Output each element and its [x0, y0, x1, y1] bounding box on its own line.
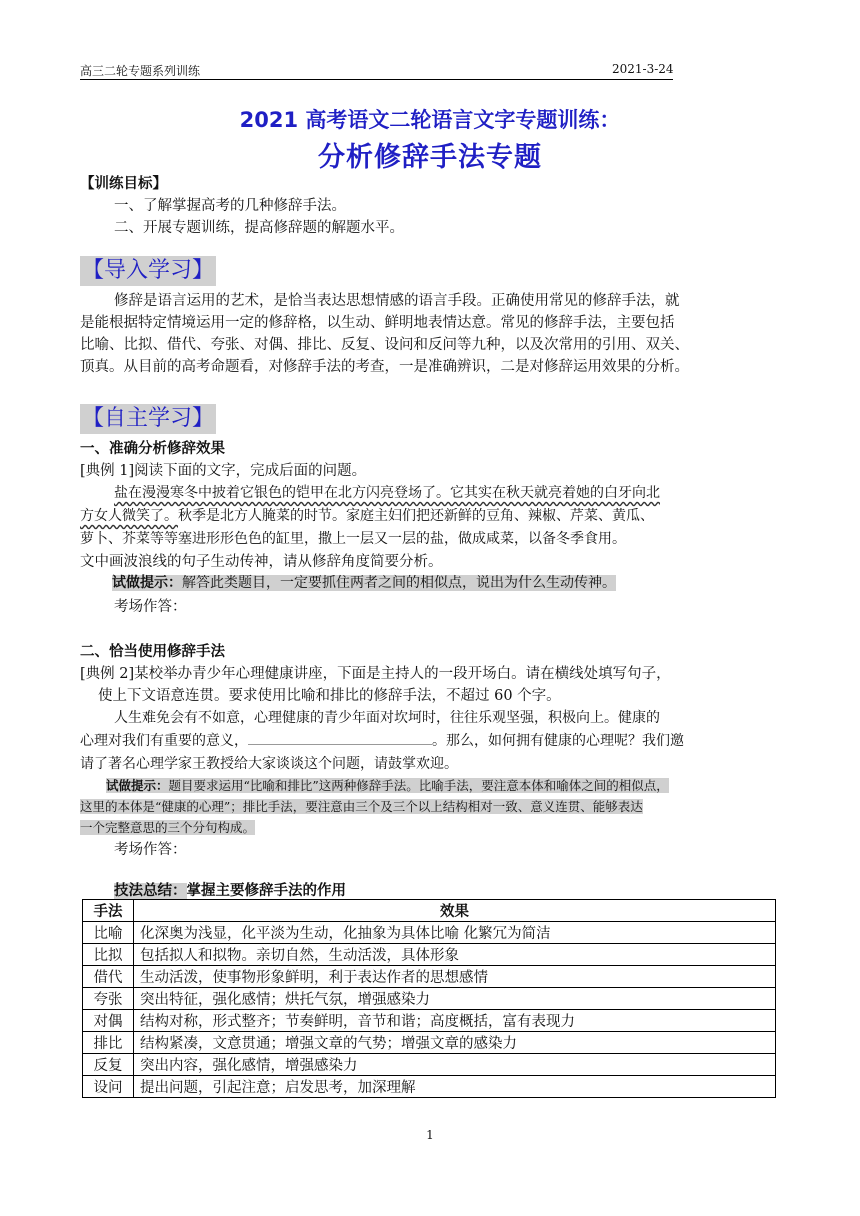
self-study-heading: 【自主学习】: [80, 404, 216, 434]
table-row: [83, 922, 776, 944]
intro-paragraph-line: 修辞是语言运用的艺术，是恰当表达思想情感的语言手段。正确使用常见的修辞手法，就: [114, 293, 680, 309]
effect-cell: 突出内容，强化感情，增强感染力: [134, 1054, 776, 1076]
method-cell: 排比: [83, 1032, 134, 1054]
table-header-row: [83, 900, 776, 922]
summary-heading: [114, 879, 346, 900]
effect-cell: 突出特征，强化感情；烘托气氛，增强感染力: [134, 988, 776, 1010]
hint2-text: 这里的本体是“健康的心理”；排比手法，要注意由三个及三个以上结构相对一致、意义连贯、能够表达: [80, 799, 643, 814]
passage2-line: 人生难免会有不如意，心理健康的青少年面对坎坷时，往往乐观坚强，积极向上。健康的: [114, 710, 660, 726]
example1-prompt-text: 阅读下面的文字，完成后面的问题。: [134, 463, 367, 479]
wavy-sentence: 方女人微笑了。: [80, 508, 178, 524]
example2-prompt: [80, 662, 671, 683]
example2-prompt-line: 使上下文语意连贯。要求使用比喻和排比的修辞手法，不超过 60 个字。: [98, 688, 561, 704]
hint2-box: [106, 778, 669, 793]
method-cell: 比喻: [83, 922, 134, 944]
col-effect-header: 效果: [134, 900, 776, 922]
intro-heading: 【导入学习】: [80, 256, 216, 286]
example2-prompt-text: 某校举办青少年心理健康讲座，下面是主持人的一段开场白。请在横线处填写句子，: [134, 666, 671, 682]
passage2-line: [80, 730, 684, 750]
goals-heading: 【训练目标】: [80, 176, 167, 192]
hint2-line: [106, 776, 669, 794]
header-divider: [80, 79, 673, 80]
fill-in-blank[interactable]: [248, 731, 432, 745]
summary-title: 掌握主要修辞手法的作用: [186, 883, 346, 899]
goal-item: 二、开展专题训练，提高修辞题的解题水平。: [114, 220, 404, 236]
hint2-text: 一个完整意思的三个分句构成。: [80, 820, 256, 835]
rhetoric-effects-table: [82, 899, 776, 1098]
page-number: 1: [426, 1128, 434, 1142]
effect-cell: 结构紧凑，文意贯通；增强文章的气势；增强文章的感染力: [134, 1032, 776, 1054]
table-row: [83, 1076, 776, 1098]
hint1-box: [112, 575, 616, 591]
passage1-line: 萝卜、芥菜等等塞进形形色色的缸里，撒上一层又一层的盐，做成咸菜，以备冬季食用。: [80, 531, 626, 547]
summary-label: 技法总结：: [114, 883, 187, 899]
passage1-line: [114, 482, 660, 502]
part2-heading: 二、恰当使用修辞手法: [80, 644, 225, 660]
effect-cell: 生动活泼，使事物形象鲜明，利于表达作者的思想感情: [134, 966, 776, 988]
example1-prompt: [80, 459, 366, 480]
example2-tag: [典例 2]: [80, 666, 135, 682]
intro-paragraph-line: 比喻、比拟、借代、夸张、对偶、排比、反复、设问和反问等九种，以及次常用的引用、双关、: [80, 337, 689, 353]
effect-cell: 包括拟人和拟物。亲切自然，生动活泼，具体形象: [134, 944, 776, 966]
doc-title-line1: 2021 高考语文二轮语言文字专题训练：: [239, 108, 621, 132]
example1-tag: [典例 1]: [80, 463, 135, 479]
passage-text: 秋季是北方人腌菜的时节。家庭主妇们把还新鲜的豆角、辣椒、芹菜、黄瓜、: [178, 508, 654, 524]
effect-cell: 化深奥为浅显，化平淡为生动，化抽象为具体比喻 化繁冗为简洁: [134, 922, 776, 944]
method-cell: 比拟: [83, 944, 134, 966]
wavy-sentence: 盐在漫漫寒冬中披着它银色的铠甲在北方闪亮登场了。它其实在秋天就亮着她的白牙向北: [114, 485, 660, 501]
effect-cell: 提出问题，引起注意；启发思考，加深理解: [134, 1076, 776, 1098]
method-cell: 借代: [83, 966, 134, 988]
hint2-line: [80, 797, 643, 815]
answer2-label: 考场作答：: [114, 842, 187, 858]
header-left: 高三二轮专题系列训练: [80, 64, 201, 78]
intro-paragraph-line: 是能根据特定情境运用一定的修辞格，以生动、鲜明地表情达意。常见的修辞手法，主要包括: [80, 315, 675, 331]
passage2-text: 心理对我们有重要的意义，: [80, 733, 248, 749]
table-row: [83, 966, 776, 988]
intro-paragraph-line: 顶真。从目前的高考命题看，对修辞手法的考查，一是准确辨识，二是对修辞运用效果的分析。: [80, 359, 689, 375]
method-cell: 反复: [83, 1054, 134, 1076]
hint1-label: 试做提示：: [112, 575, 182, 591]
table-row: [83, 944, 776, 966]
passage2-text: 。那么，如何拥有健康的心理呢？我们邀: [432, 733, 684, 749]
hint2-label: 试做提示：: [106, 778, 169, 793]
col-method-header: 手法: [83, 900, 134, 922]
passage1-line: [80, 505, 654, 525]
hint1-text: 解答此类题目，一定要抓住两者之间的相似点，说出为什么生动传神。: [182, 575, 616, 591]
effect-cell: 结构对称，形式整齐；节奏鲜明，音节和谐；高度概括，富有表现力: [134, 1010, 776, 1032]
question1: 文中画波浪线的句子生动传神，请从修辞角度简要分析。: [80, 554, 443, 570]
table-row: [83, 988, 776, 1010]
hint2-text: 题目要求运用“比喻和排比”这两种修辞手法。比喻手法，要注意本体和喻体之间的相似点，: [168, 778, 669, 793]
table-row: [83, 1010, 776, 1032]
part1-heading: 一、准确分析修辞效果: [80, 441, 225, 457]
passage2-line: 请了著名心理学家王教授给大家谈谈这个问题，请鼓掌欢迎。: [80, 756, 458, 772]
hint1: [112, 572, 616, 592]
table-row: [83, 1032, 776, 1054]
method-cell: 对偶: [83, 1010, 134, 1032]
doc-title-line2: 分析修辞手法专题: [318, 142, 542, 173]
method-cell: 设问: [83, 1076, 134, 1098]
goal-item: 一、了解掌握高考的几种修辞手法。: [114, 198, 346, 214]
header-date: 2021-3-24: [612, 62, 674, 76]
method-cell: 夸张: [83, 988, 134, 1010]
answer1-label: 考场作答：: [114, 599, 187, 615]
table-row: [83, 1054, 776, 1076]
hint2-line: [80, 818, 255, 836]
